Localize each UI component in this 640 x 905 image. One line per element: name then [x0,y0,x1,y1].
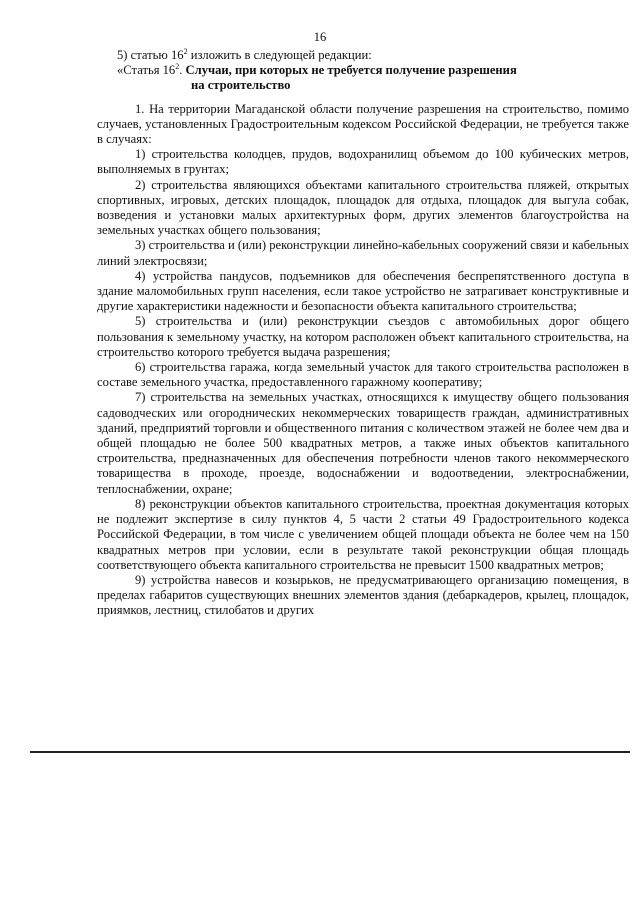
paragraph-1: 1. На территории Магаданской области получение разрешения на строительство, помимо случаев, установленных Градостроительным кодексом Российской Федерации, не требуется также в случаях: [97,101,629,147]
paragraph-item-3: 3) строительства и (или) реконструкции линейно-кабельных сооружений связи и кабельных линий электросвязи; [97,238,629,268]
footer-rule [30,751,630,753]
paragraph-item-2: 2) строительства являющихся объектами капитального строительства пляжей, открытых спортивных, игровых, детских площадок, площадок для отдыха, площадок для выгула собак, возведения и установки малых архитектурных форм, других элементов благоустройства на земельных участках общего пользования; [97,177,629,238]
paragraph-item-9: 9) устройства навесов и козырьков, не предусматривающего организацию помещения, в пределах габаритов существующих внешних элементов здания (дебаркадеров, крылец, площадок, приямков, лестниц, стилобатов и других [97,572,629,618]
article-heading-line1: Случаи, при которых не требуется получение разрешения [185,63,517,78]
article-title [97,63,629,78]
article-label-sup: 2 [175,62,180,72]
paragraph-item-8: 8) реконструкции объектов капитального строительства, проектная документация которых не подлежит экспертизе в силу пунктов 4, 5 части 2 статьи 49 Градостроительного кодекса Российской Федерации, в том числе с увеличением общей площади объекта не более чем на 150 квадратных метров при условии, если в результате такой реконструкции общая площадь соответствующего объекта капитального строительства не превысит 1500 квадратных метров; [97,496,629,572]
paragraph-item-7: 7) строительства на земельных участках, относящихся к имуществу общего пользования садоводческих или огороднических некоммерческих товариществ граждан, административных зданий, предприятий торговли и общественного питания с количеством этажей не более чем два и общей площадью не более 500 квадратных метров, а также иных объектов капитального строительства, предназначенных для обеспечения потребности членов такого некоммерческого товарищества в проходе, проезде, водоснабжении и водоотведении, электроснабжении, теплоснабжении, охране; [97,390,629,496]
paragraph-item-1: 1) строительства колодцев, прудов, водохранилищ объемом до 100 кубических метров, выполняемых в грунтах; [97,147,629,177]
intro-prefix: 5) статью 16 [117,48,184,62]
amendment-intro [97,48,629,63]
paragraph-item-6: 6) строительства гаража, когда земельный участок для такого строительства расположен в составе земельного участка, предоставленного гаражному кооперативу; [97,360,629,390]
paragraph-item-5: 5) строительства и (или) реконструкции съездов с автомобильных дорог общего пользования к земельному участку, на котором расположен объект капитального строительства, на строительство которого требуется выдача разрешения; [97,314,629,359]
document-body [97,48,629,619]
article-label-prefix: «Статья 16 [117,63,176,78]
article-label-suffix: . [179,63,186,78]
intro-suffix: изложить в следующей редакции: [187,48,372,62]
intro-sup: 2 [183,46,188,56]
page-number: 16 [313,30,327,44]
paragraph-item-4: 4) устройства пандусов, подъемников для обеспечения беспрепятственного доступа в здание маломобильных групп населения, если такое устройство не затрагивает конструктивные и другие характеристики надежности и безопасности объекта капитального строительства; [97,268,629,314]
article-heading-line2: на строительство [191,78,291,93]
